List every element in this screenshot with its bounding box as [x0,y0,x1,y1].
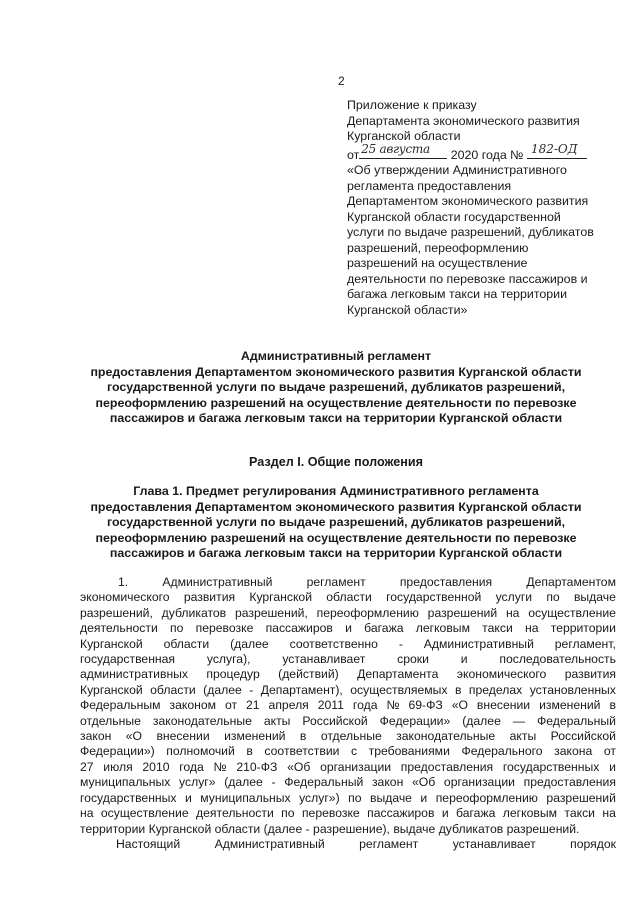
body-line: Федеральным законом от 21 апреля 2011 года № 69-ФЗ «О внесении изменений в [80,698,616,713]
title-line: переоформлению разрешений на осуществление деятельности по перевозке [95,395,577,410]
body-line: закон «О внесении изменений в отдельные законодательные акты Российской [80,729,616,744]
chapter-line: пассажиров и багажа легковым такси на территории Курганской области [109,546,563,560]
body-line: экономического развития Курганской области государственной услуги по выдаче [80,590,616,605]
body-line: Курганской области (далее - Департамент), осуществляемых в пределах установленных [80,682,616,697]
title-line: государственной услуги по выдаче разрешений, дубликатов разрешений, [106,380,566,394]
appendix-quote-line: разрешений на осуществление [347,256,528,270]
appendix-quote-line: «Об утверждении Административного [347,163,567,177]
chapter-line: государственной услуги по выдаче разрешений, дубликатов разрешений, [106,515,566,529]
title-line: пассажиров и багажа легковым такси на территории Курганской области [109,411,563,425]
appendix-quote-line: услуги по выдаче разрешений, дубликатов [347,225,594,239]
body-line: административных процедур (действий) Департамента экономического развития [80,667,616,682]
section-heading: Раздел I. Общие положения [249,455,423,469]
handwritten-order-number: 182-ОД [530,142,578,156]
chapter-line: предоставления Департаментом экономического развития Курганской области [90,499,582,514]
date-suffix: 2020 года № [450,147,524,162]
appendix-line: Курганской области [347,129,461,143]
body-line: Федерации») полномочий в соответствии с требованиями Федерального закона от [80,744,616,759]
appendix-quote-line: багажа легковым такси на территории [347,287,568,301]
title-line: предоставления Департаментом экономического развития Курганской области [90,364,582,379]
body-line: отдельные законодательные акты Российской Федерации» (далее — Федеральный [80,713,616,728]
body-line: 27 июля 2010 года № 210-ФЗ «Об организации предоставления государственных и [80,759,616,774]
appendix-line: Департамента экономического развития [347,113,580,128]
appendix-header [347,98,622,318]
order-number-field [527,142,587,159]
body-line: государственная услуга), устанавливает сроки и последовательность [80,652,616,667]
body-line: Настоящий Административный регламент устанавливает порядок [116,836,616,851]
body-line: на осуществление деятельности по перевозке пассажиров и багажа легковым такси на [80,806,616,821]
document-title [56,349,616,427]
date-field [359,142,447,159]
body-line: муниципальных услуг» (далее - Федеральный закон «Об организации предоставления [80,775,616,790]
appendix-line: Приложение к приказу [347,98,477,112]
appendix-quote-line: регламента предоставления [347,178,512,193]
appendix-quote-line: Курганской области государственной [347,209,561,224]
body-line: разрешений, дубликатов разрешений, переоформлению разрешений на осуществление [80,605,616,620]
body-line: государственных и муниципальных услуг») по выдаче и переоформлению разрешений [80,790,616,805]
body-paragraph [80,575,616,852]
chapter-line: Глава 1. Предмет регулирования Административного регламента [133,484,539,498]
appendix-quote-line: разрешений, переоформлению [347,240,529,255]
appendix-date-line [347,142,622,164]
page-number: 2 [338,74,345,88]
body-line: деятельности по перевозке пассажиров и багажа легковым такси на территории [80,621,616,636]
title-line: Административный регламент [240,349,432,363]
body-line: 1. Административный регламент предоставления Департаментом [118,575,616,589]
date-prefix: от [347,147,360,162]
chapter-heading [56,484,616,562]
appendix-quote-line: деятельности по перевозке пассажиров и [347,271,588,286]
appendix-quote-line: Курганской области» [347,302,468,317]
body-line: территории Курганской области (далее - разрешение), выдаче дубликатов разрешений. [80,821,580,836]
scan-artifact [40,8,600,10]
chapter-line: переоформлению разрешений на осуществление деятельности по перевозке [95,530,577,545]
handwritten-date: 25 августа [361,142,430,156]
appendix-quote-line: Департаментом экономического развития [347,194,589,208]
body-line: Курганской области (далее соответственно - Административный регламент, [80,636,616,651]
